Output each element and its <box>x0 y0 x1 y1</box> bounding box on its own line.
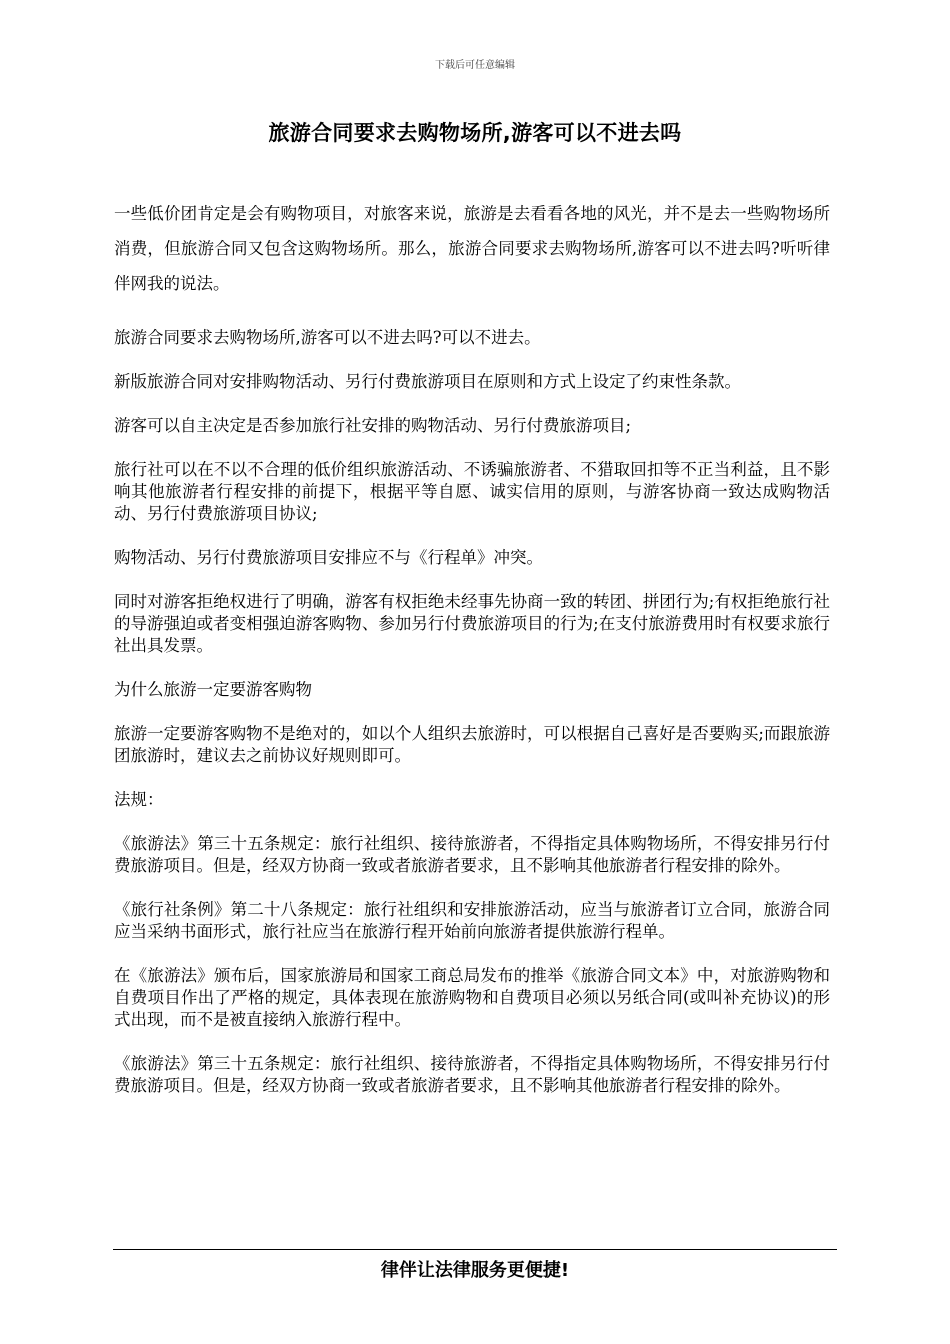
body-paragraph: 新版旅游合同对安排购物活动、另行付费旅游项目在原则和方式上设定了约束性条款。 <box>114 372 741 391</box>
law-citation-paragraph: 《旅游法》第三十五条规定：旅行社组织、接待旅游者，不得指定具体购物场所，不得安排另行付费旅游项目。但是，经双方协商一致或者旅游者要求，且不影响其他旅游者行程安排的除外。 <box>114 1054 830 1095</box>
footer-slogan: 律伴让法律服务更便捷! <box>380 1260 570 1281</box>
section-heading: 为什么旅游一定要游客购物 <box>114 680 312 699</box>
body-paragraph: 同时对游客拒绝权进行了明确，游客有权拒绝未经事先协商一致的转团、拼团行为;有权拒绝旅行社的导游强迫或者变相强迫游客购物、参加另行付费旅游项目的行为;在支付旅游费用时有权要求旅行社出具发票。 <box>114 592 830 655</box>
header-note: 下载后可任意编辑 <box>435 60 515 71</box>
body-paragraph: 在《旅游法》颁布后，国家旅游局和国家工商总局发布的推举《旅游合同文本》中，对旅游购物和自费项目作出了严格的规定，具体表现在旅游购物和自费项目必须以另纸合同(或叫补充协议)的形式出现，而不是被直接纳入旅游行程中。 <box>114 966 830 1029</box>
intro-paragraph: 一些低价团肯定是会有购物项目，对旅客来说，旅游是去看看各地的风光，并不是去一些购物场所消费，但旅游合同又包含这购物场所。那么，旅游合同要求去购物场所,游客可以不进去吗?听听律伴网我的说法。 <box>114 204 830 293</box>
body-paragraph: 旅游合同要求去购物场所,游客可以不进去吗?可以不进去。 <box>114 328 541 347</box>
body-paragraph: 旅游一定要游客购物不是绝对的，如以个人组织去旅游时，可以根据自己喜好是否要购买;而跟旅游团旅游时，建议去之前协议好规则即可。 <box>114 724 830 765</box>
section-heading: 法规： <box>114 790 164 809</box>
law-citation-paragraph: 《旅游法》第三十五条规定：旅行社组织、接待旅游者，不得指定具体购物场所，不得安排另行付费旅游项目。但是，经双方协商一致或者旅游者要求，且不影响其他旅游者行程安排的除外。 <box>114 834 830 875</box>
document-body <box>114 196 830 1119</box>
body-paragraph: 旅行社可以在不以不合理的低价组织旅游活动、不诱骗旅游者、不猎取回扣等不正当利益，且不影响其他旅游者行程安排的前提下，根据平等自愿、诚实信用的原则，与游客协商一致达成购物活动、另行付费旅游项目协议; <box>114 460 830 523</box>
body-paragraph: 购物活动、另行付费旅游项目安排应不与《行程单》冲突。 <box>114 548 543 567</box>
law-citation-paragraph: 《旅行社条例》第二十八条规定：旅行社组织和安排旅游活动，应当与旅游者订立合同，旅游合同应当采纳书面形式，旅行社应当在旅游行程开始前向旅游者提供旅游行程单。 <box>114 900 830 941</box>
document-title: 旅游合同要求去购物场所,游客可以不进去吗 <box>268 121 682 145</box>
footer-divider <box>113 1249 837 1250</box>
body-paragraph: 游客可以自主决定是否参加旅行社安排的购物活动、另行付费旅游项目; <box>114 416 632 435</box>
